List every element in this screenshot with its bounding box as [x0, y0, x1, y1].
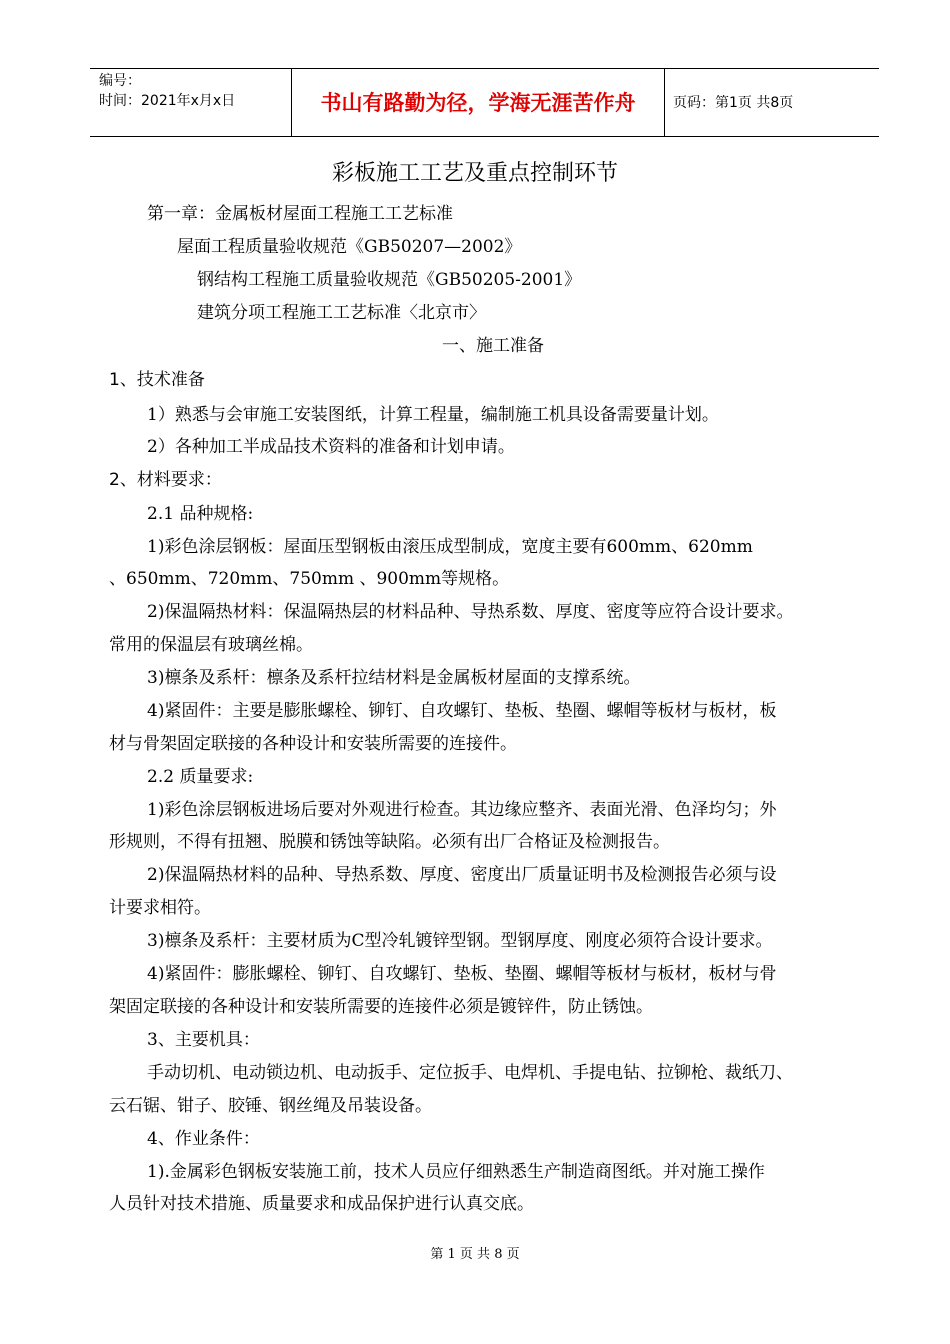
subsection-heading: 2、材料要求：	[109, 470, 222, 490]
section-heading: 一、施工准备	[442, 336, 544, 356]
header-divider-right	[664, 68, 665, 136]
paragraph-line: 3)檩条及系杆：主要材质为C型冷轧镀锌型钢。型钢厚度、刚度必须符合设计要求。	[147, 931, 773, 951]
paragraph-line: 1).金属彩色钢板安装施工前，技术人员应仔细熟悉生产制造商图纸。并对施工操作	[147, 1162, 765, 1182]
paragraph-line: 手动切机、电动锁边机、电动扳手、定位扳手、电焊机、手提电钻、拉铆枪、裁纸刀、	[147, 1063, 793, 1083]
paragraph-line: 2)保温隔热材料：保温隔热层的材料品种、导热系数、厚度、密度等应符合设计要求。	[147, 602, 794, 622]
paragraph-line: 2.1 品种规格:	[147, 504, 254, 524]
paragraph-line: 常用的保温层有玻璃丝棉。	[109, 635, 313, 655]
paragraph-line: 3)檩条及系杆：檩条及系杆拉结材料是金属板材屋面的支撑系统。	[147, 668, 641, 688]
paragraph-line: 1)彩色涂层钢板：屋面压型钢板由滚压成型制成，宽度主要有600mm、620mm	[147, 537, 753, 557]
paragraph-line: 2.2 质量要求:	[147, 767, 254, 787]
paragraph-line: 4)紧固件：膨胀螺栓、铆钉、自攻螺钉、垫板、垫圈、螺帽等板材与板材，板材与骨	[147, 964, 777, 984]
subsection-heading: 1、技术准备	[109, 370, 205, 390]
chapter-heading: 第一章：金属板材屋面工程施工工艺标准	[147, 204, 453, 224]
paragraph-line: 2）各种加工半成品技术资料的准备和计划申请。	[147, 437, 515, 457]
header-number-label: 编号：	[99, 73, 141, 89]
reference-line: 建筑分项工程施工工艺标准〈北京市〉	[197, 303, 486, 323]
page-footer: 第 1 页 共 8 页	[430, 1247, 520, 1262]
paragraph-line: 1）熟悉与会审施工安装图纸，计算工程量，编制施工机具设备需要量计划。	[147, 405, 719, 425]
paragraph-line: 形规则，不得有扭翘、脱膜和锈蚀等缺陷。必须有出厂合格证及检测报告。	[109, 832, 670, 852]
subsection-heading: 3、主要机具：	[147, 1030, 260, 1050]
paragraph-line: 、650mm、720mm、750mm 、900mm等规格。	[109, 569, 510, 589]
document-title: 彩板施工工艺及重点控制环节	[331, 161, 618, 186]
header-page-label: 页码：第1页 共8页	[673, 95, 794, 111]
paragraph-line: 材与骨架固定联接的各种设计和安装所需要的连接件。	[109, 734, 517, 754]
paragraph-line: 4)紧固件：主要是膨胀螺栓、铆钉、自攻螺钉、垫板、垫圈、螺帽等板材与板材，板	[147, 701, 777, 721]
paragraph-line: 2)保温隔热材料的品种、导热系数、厚度、密度出厂质量证明书及检测报告必须与设	[147, 865, 777, 885]
subsection-heading: 4、作业条件：	[147, 1129, 260, 1149]
paragraph-line: 架固定联接的各种设计和安装所需要的连接件必须是镀锌件，防止锈蚀。	[109, 997, 653, 1017]
header-time-label: 时间：2021年x月x日	[99, 93, 236, 109]
reference-line: 钢结构工程施工质量验收规范《GB50205-2001》	[197, 270, 582, 290]
paragraph-line: 人员针对技术措施、质量要求和成品保护进行认真交底。	[109, 1194, 534, 1214]
paragraph-line: 云石锯、钳子、胶锤、钢丝绳及吊装设备。	[109, 1096, 432, 1116]
paragraph-line: 计要求相符。	[109, 898, 211, 918]
paragraph-line: 1)彩色涂层钢板进场后要对外观进行检查。其边缘应整齐、表面光滑、色泽均匀；外	[147, 800, 777, 820]
header-motto: 书山有路勤为径，学海无涯苦作舟	[320, 91, 636, 115]
reference-line: 屋面工程质量验收规范《GB50207—2002》	[177, 237, 522, 257]
header-bottom-rule	[90, 136, 879, 137]
